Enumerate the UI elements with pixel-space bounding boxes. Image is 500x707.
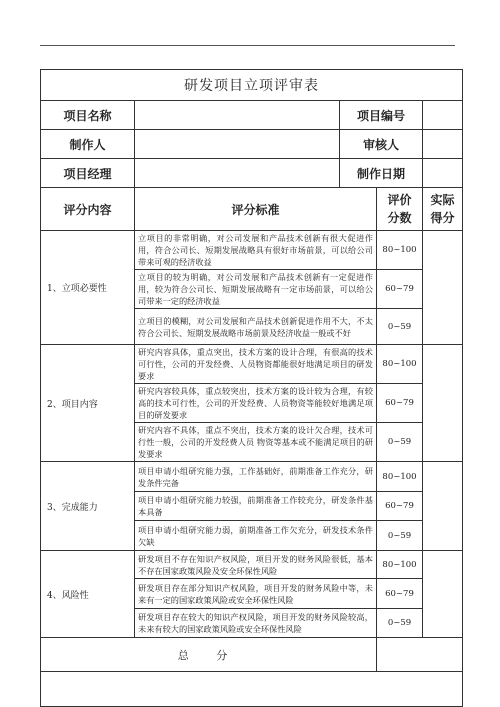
score-range: 0~59 [377,423,423,462]
info-right-label: 项目编号 [340,101,423,130]
actual-score-field[interactable] [423,462,463,551]
blank-cell [41,672,463,707]
info-right-value-field[interactable] [423,130,463,159]
column-header-content: 评分内容 [41,188,135,231]
criteria-text: 研发项目不存在知识产权风险，项目开发的财务风险很低，基本不存在国家政策风险及安全环保性风险 [135,551,377,579]
criteria-text: 研发项目存在部分知识产权风险，项目开发的财务风险中等，未来有一定的国家政策风险或安全环保性风险 [135,579,377,609]
criteria-text: 立项目的较为明确，对公司发展和产品技术创新有一定促进作用，较为符合公司长、短期发展战略有一定市场前景，可以给公司带来一定的经济收益 [135,270,377,309]
total-score-field[interactable] [377,638,463,672]
actual-header-line1: 实际 [430,193,455,207]
score-range: 80~100 [377,551,423,579]
total-row [41,638,463,672]
category-label: 3、完成能力 [41,462,135,551]
criteria-text: 项目申请小组研究能力较强，前期准备工作较充分，研发条件基本具备 [135,492,377,521]
actual-score-field[interactable] [423,231,463,345]
info-right-label: 制作日期 [340,159,423,188]
info-left-value-field[interactable] [135,101,340,130]
score-range: 0~59 [377,309,423,345]
score-range: 80~100 [377,462,423,492]
review-form-table [40,69,463,707]
info-right-value-field[interactable] [423,159,463,188]
info-row [41,101,463,130]
column-header-criteria: 评分标准 [135,188,377,231]
criteria-text: 立项目的模糊，对公司发展和产品技术创新促进作用不大，不太符合公司长、短期发展战略市场前景及经济收益一般或不好 [135,309,377,345]
score-range: 60~79 [377,492,423,521]
score-range: 60~79 [377,579,423,609]
info-row [41,159,463,188]
criteria-text: 项目申请小组研究能力强，工作基础好，前期准备工作充分，研发条件完备 [135,462,377,492]
info-right-label: 审核人 [340,130,423,159]
actual-score-field[interactable] [423,345,463,462]
form-title: 研发项目立项评审表 [41,70,463,101]
column-header-row [41,188,463,231]
criteria-row [41,231,463,270]
criteria-row [41,462,463,492]
info-left-value-field[interactable] [135,159,340,188]
info-left-label: 项目名称 [41,101,135,130]
category-label: 2、项目内容 [41,345,135,462]
rating-header-line2: 分数 [387,211,412,225]
score-range: 0~59 [377,521,423,551]
info-left-label: 制作人 [41,130,135,159]
column-header-rating [377,188,423,231]
top-divider-line [40,45,455,46]
category-label: 4、风险性 [41,551,135,638]
criteria-text: 研发项目存在较大的知识产权风险，项目开发的财务风险较高，未来有较大的国家政策风险或安全环保性风险 [135,609,377,638]
score-range: 60~79 [377,270,423,309]
score-range: 0~59 [377,609,423,638]
info-left-value-field[interactable] [135,130,340,159]
criteria-text: 项目申请小组研究能力弱，前期准备工作欠充分，研发技术条件欠缺 [135,521,377,551]
criteria-text: 研究内容较具体，重点较突出，技术方案的设计较为合理，有较高的技术可行性，公司的开发经费、人员物资等能较好地满足项目的研发要求 [135,384,377,423]
score-range: 60~79 [377,384,423,423]
total-label: 总 分 [41,638,377,672]
blank-row [41,672,463,707]
rating-header-line1: 评价 [387,193,412,207]
info-left-label: 项目经理 [41,159,135,188]
info-right-value-field[interactable] [423,101,463,130]
criteria-row [41,551,463,579]
actual-score-field[interactable] [423,551,463,638]
criteria-text: 研究内容不具体，重点不突出，技术方案的设计欠合理，技术可行性一般，公司的开发经费人员 物资等基本或不能满足项目的研发要求 [135,423,377,462]
criteria-text: 立项目的非常明确，对公司发展和产品技术创新有很大促进作用，符合公司长、短期发展战略具有很好市场前景，可以给公司带来可观的经济收益 [135,231,377,270]
category-label: 1、立项必要性 [41,231,135,345]
score-range: 80~100 [377,231,423,270]
score-range: 80~100 [377,345,423,384]
column-header-actual [423,188,463,231]
actual-header-line2: 得分 [430,211,455,225]
criteria-text: 研究内容具体，重点突出，技术方案的设计合理，有很高的技术可行性，公司的开发经费、人员物资都能很好地满足项目的研发要求 [135,345,377,384]
info-row [41,130,463,159]
criteria-row [41,345,463,384]
